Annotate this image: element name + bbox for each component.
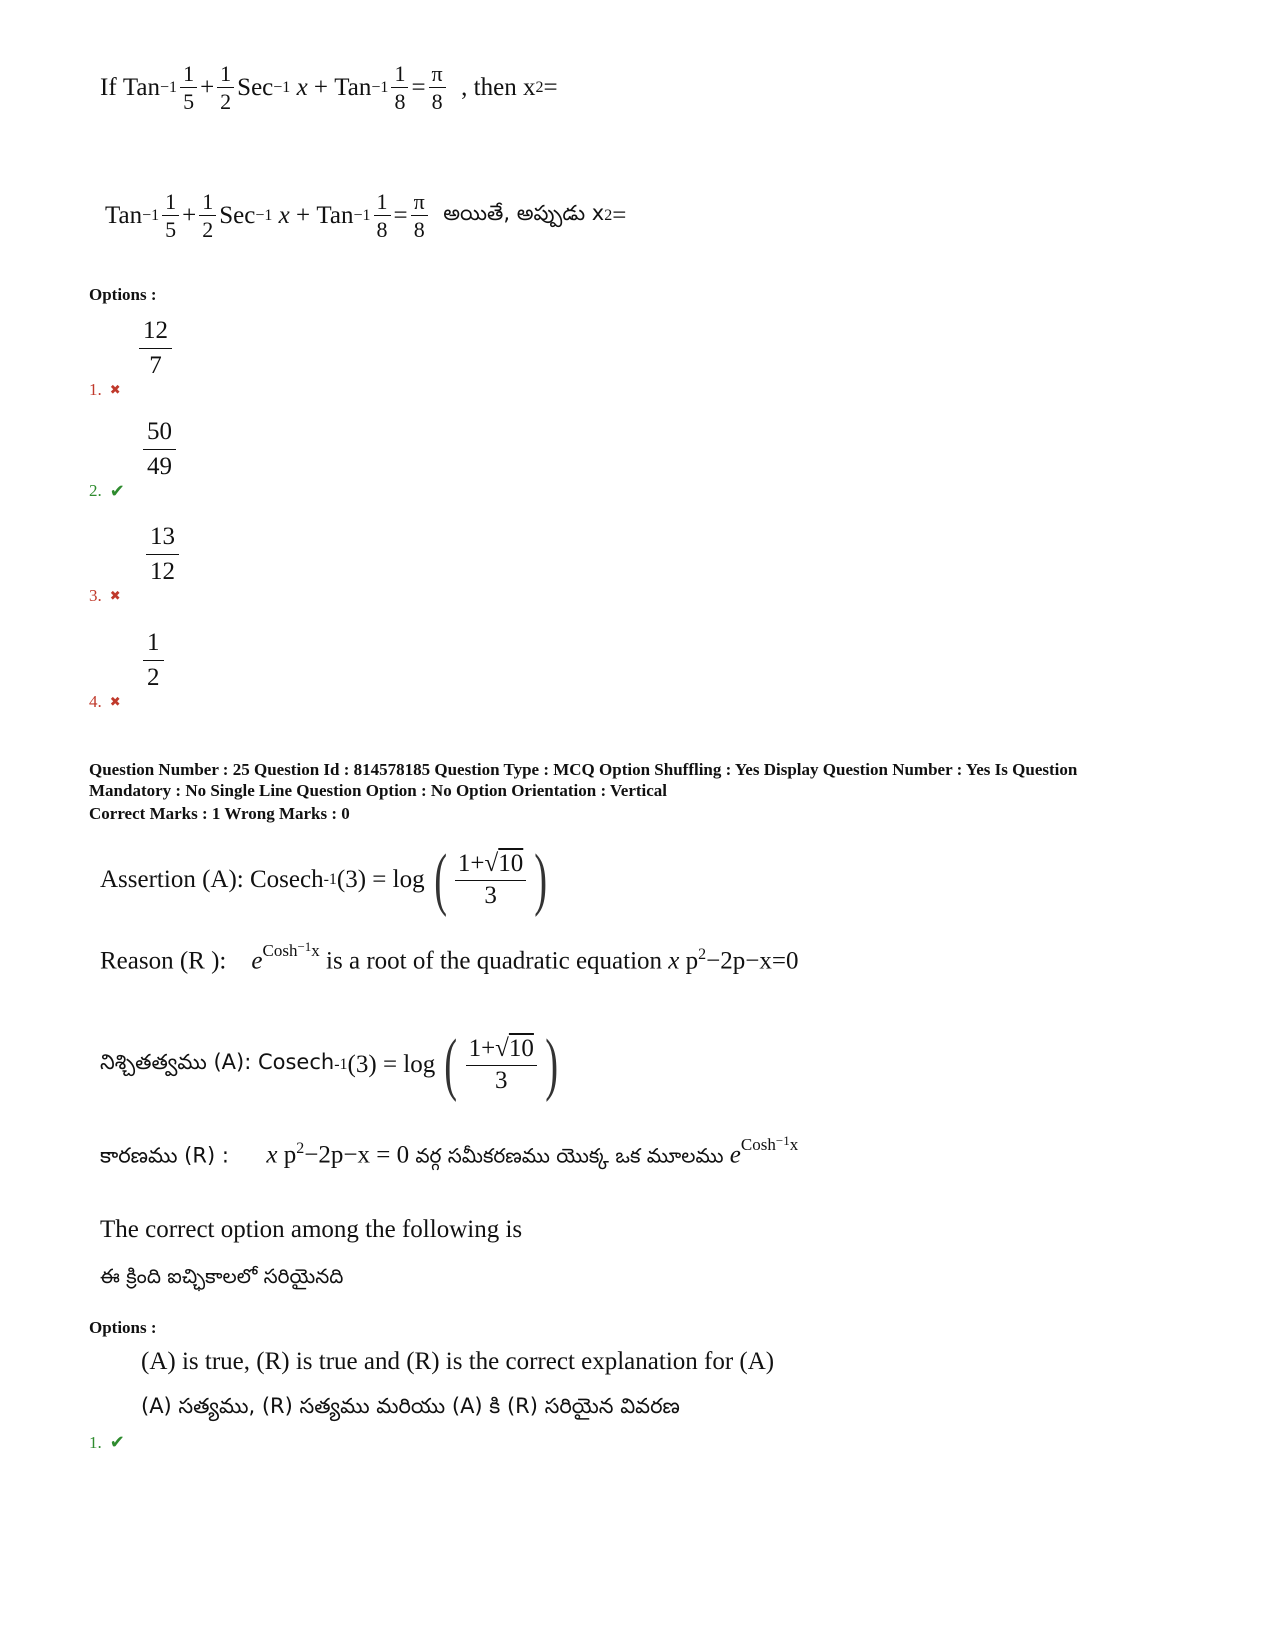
eq-text: (3) = log (336, 866, 425, 893)
option-number-row (89, 481, 179, 502)
frac-sqrt10 (466, 1036, 537, 1094)
radicand: 10 (508, 1035, 534, 1063)
q24-option-4[interactable] (89, 630, 167, 712)
reason-en (100, 939, 799, 975)
eq-text-te: అయితే, అప్పుడు x (443, 200, 605, 225)
eq-sup: -1 (323, 871, 337, 888)
eq-op: + (313, 73, 329, 101)
eq-var: x (296, 73, 308, 101)
options-label: Options : (89, 1318, 157, 1337)
assertion-label-te: నిశ్చితత్వము (A): Cosech (100, 1050, 335, 1074)
option-number-row (89, 692, 167, 712)
eq-var: e (729, 1141, 741, 1169)
frac-den: 49 (147, 453, 172, 481)
eq-text: p (283, 1141, 297, 1169)
meta-line-2: Mandatory : No Single Line Question Option : No Option Orientation : Vertical (89, 781, 668, 800)
frac-num-a: 1+ (457, 850, 485, 878)
frac-num: 1 (180, 62, 197, 88)
frac-den: 7 (149, 352, 162, 380)
option-number: 4. (89, 691, 102, 711)
eq-sup: 2 (535, 78, 544, 96)
frac-num: 1 (374, 190, 391, 216)
option-number-row (89, 586, 182, 606)
frac-1-2 (217, 62, 234, 113)
eq-op: = (393, 201, 408, 229)
eq-text: p (685, 947, 699, 975)
paren-group (439, 1026, 563, 1103)
eq-text: If (100, 73, 117, 101)
paren-right: ) (534, 841, 548, 918)
eq-op: + (182, 201, 197, 229)
frac-den: 2 (220, 89, 232, 115)
option-fraction (143, 630, 164, 692)
option-text-en: (A) is true, (R) is true and (R) is the correct explanation for (A) (141, 1348, 775, 1375)
q24-equation-te (105, 190, 626, 241)
paren-left: ( (444, 1026, 458, 1103)
eq-text: = (612, 201, 627, 229)
check-icon: ✔ (109, 1432, 125, 1452)
option-number: 2. (89, 481, 102, 500)
radicand: 10 (498, 850, 524, 878)
frac-den: 8 (376, 217, 388, 243)
frac-num: 1 (391, 62, 408, 88)
frac-num: 12 (139, 318, 172, 349)
frac-num: 1 (162, 190, 179, 216)
q24-equation-en (100, 62, 558, 113)
sqrt-icon: √ (495, 1035, 509, 1063)
eq-sup: −1 (160, 78, 178, 96)
paren-left: ( (433, 841, 447, 918)
frac-den: 8 (394, 89, 406, 115)
eq-sup: −1 (371, 78, 389, 96)
exp-sup: −1 (297, 939, 312, 955)
frac-pi-8 (429, 62, 446, 113)
eq-var: e (251, 947, 263, 975)
eq-sup: -1 (334, 1056, 348, 1073)
frac-den: 12 (150, 558, 175, 586)
frac-1-5 (180, 62, 197, 113)
frac-num: 1 (143, 630, 164, 661)
frac-den: 8 (431, 89, 443, 115)
frac-den: 8 (413, 217, 425, 243)
frac-num: 50 (143, 419, 176, 450)
option-number: 1. (89, 1432, 102, 1452)
reason-text-te: వర్గ సమీకరణము యొక్క ఒక మూలము (415, 1143, 724, 1168)
frac-num: 13 (146, 524, 179, 555)
frac-den: 3 (494, 1066, 508, 1094)
wrong-icon: ✖ (109, 693, 121, 709)
eq-text: Tan (105, 201, 143, 229)
option-fraction (139, 318, 172, 380)
option-number: 1. (89, 379, 102, 399)
q24-option-3[interactable] (89, 524, 182, 606)
check-icon: ✔ (109, 480, 125, 501)
frac-1-5 (162, 190, 179, 241)
frac-den: 2 (202, 217, 214, 243)
eq-text: Tan (334, 73, 372, 101)
prompt-te: ఈ క్రింది ఐచ్ఛికాలలో సరియైనది (100, 1264, 344, 1288)
frac-num: 1 (217, 62, 234, 88)
eq-var: x (668, 947, 680, 975)
assertion-label: Assertion (A): Cosech (100, 866, 324, 893)
eq-text: , then x (461, 73, 536, 101)
meta-line-1: Question Number : 25 Question Id : 814578185 Question Type : MCQ Option Shuffling : Yes Display Question Number : Yes Is Question (89, 760, 1078, 779)
q24-option-2[interactable] (89, 419, 179, 502)
frac-sqrt10 (455, 851, 526, 909)
exp-var: x (311, 941, 320, 961)
eq-text: Sec (219, 201, 256, 229)
question-meta (89, 759, 1199, 824)
eq-sup: −1 (255, 206, 273, 224)
eq-sup: 2 (698, 946, 707, 963)
eq-sup: −1 (142, 206, 160, 224)
frac-den: 3 (484, 881, 497, 909)
eq-op: = (411, 73, 426, 101)
frac-den: 5 (165, 217, 177, 243)
option-fraction (143, 419, 176, 481)
prompt-en: The correct option among the following is (100, 1216, 523, 1243)
frac-num: π (429, 62, 446, 88)
option-number: 3. (89, 585, 102, 605)
option-fraction (146, 524, 179, 586)
reason-label: Reason (R ): (100, 947, 227, 975)
frac-pi-8 (411, 190, 428, 241)
eq-sup: 2 (604, 206, 613, 224)
eq-var: x (266, 1141, 278, 1169)
eq-op: + (200, 73, 215, 101)
eq-text: −2p−x=0 (706, 947, 799, 975)
marks-line: Correct Marks : 1 Wrong Marks : 0 (89, 804, 350, 823)
exp-sup: −1 (775, 1133, 790, 1149)
sqrt-icon: √ (484, 850, 499, 878)
q25-option-1[interactable] (89, 1348, 774, 1453)
eq-sup: −1 (353, 206, 371, 224)
wrong-icon: ✖ (109, 381, 121, 397)
frac-num: 1 (199, 190, 216, 216)
eq-text: Tan (316, 201, 354, 229)
frac-num-a: 1+ (468, 1035, 496, 1063)
exp-var: x (789, 1135, 799, 1155)
option-number-row (89, 1432, 774, 1453)
eq-text: = (543, 73, 558, 101)
frac-1-8 (374, 190, 391, 241)
reason-label-te: కారణము (R) : (100, 1143, 229, 1168)
paren-group (429, 841, 553, 918)
wrong-icon: ✖ (109, 587, 121, 603)
option-text-te: (A) సత్యము, (R) సత్యము మరియు (A) కి (R) సరియైన వివరణ (141, 1394, 680, 1418)
eq-sup: −1 (273, 78, 291, 96)
frac-1-8 (391, 62, 408, 113)
reason-te (100, 1133, 799, 1173)
frac-den: 5 (183, 89, 195, 115)
frac-1-2 (199, 190, 216, 241)
exp-text: Cosh (262, 941, 298, 961)
assertion-te (100, 1026, 563, 1103)
eq-text: −2p−x = 0 (304, 1141, 410, 1169)
paren-right: ) (545, 1026, 558, 1103)
assertion-en (100, 841, 553, 918)
frac-den: 2 (147, 664, 160, 692)
eq-text: Sec (237, 73, 274, 101)
q24-option-1[interactable] (89, 318, 175, 400)
frac-num: π (411, 190, 428, 216)
options-label: Options : (89, 285, 157, 304)
eq-var: x (278, 201, 290, 229)
eq-sup: 2 (296, 1140, 305, 1157)
option-number-row (89, 380, 175, 400)
eq-text: Tan (122, 73, 161, 101)
reason-text: is a root of the quadratic equation (326, 947, 663, 975)
exp-text: Cosh (740, 1135, 776, 1155)
eq-op: + (296, 201, 311, 229)
eq-text: (3) = log (347, 1051, 436, 1078)
